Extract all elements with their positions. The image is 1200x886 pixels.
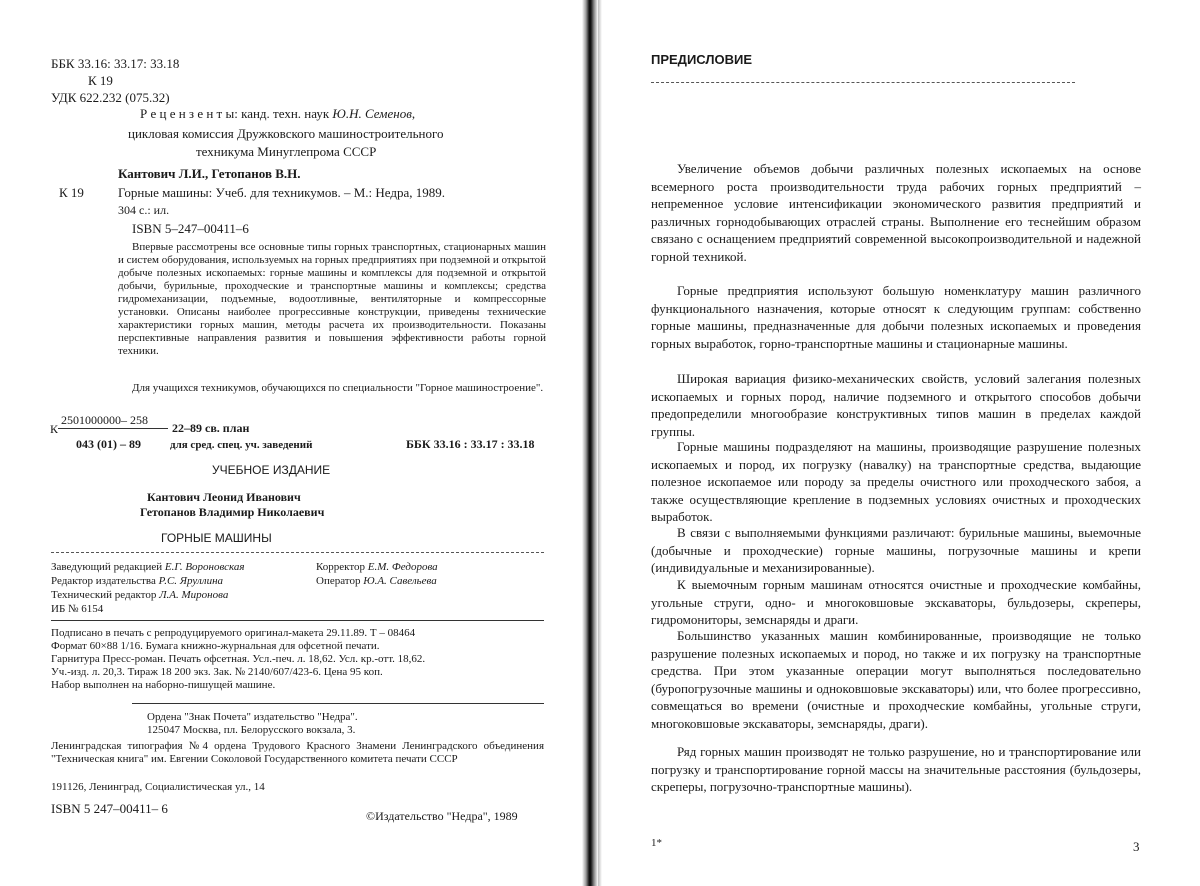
format-fraction: 1/16 [120,640,141,652]
printer-text: Ленинградская типография №4 ордена Трудового Красного Знамени Ленинградского объединения "Техническая книга" им. Евгении Соколовой Государственного комитета печати СССР [51,740,544,765]
preface-paragraph-3: Широкая вариация физико-механических свойств, условий залегания полезных ископаемых и горных пород, наличие подземного и открытого способов добычи предопределили многообразие конструктивных типов машин в пределах каждой группы. [651,371,1141,439]
k-index: К 19 [88,73,113,88]
reviewer-tail: , [411,106,416,121]
bbk-bottom: ББК 33.16 : 33.17 : 33.18 [406,437,535,451]
ib-number: ИБ № 6154 [51,603,104,615]
print-line-1: Подписано в печать с репродуцируемого оригинал-макета 29.11.89. Т – 08464 [51,627,416,639]
authors-heading: Кантович Л.И., Гетопанов В.Н. [118,166,301,181]
preface-paragraph-4: Горные машины подразделяют на машины, производящие разрушение полезных ископаемых и пород, их погрузку (навалку) на транспортные средства, выдающие полезное ископаемое или породу за пределы очистного или проходческого забоя, а также осуществляющие крепление в подземных условиях очистных и проходческих выработок. [651,439,1141,525]
print-line-3: Гарнитура Пресс-роман. Печать офсетная. Усл.-печ. л. 18,62. Усл. кр.-отт. 18,62. [51,653,426,665]
heading-underline [651,82,1075,83]
copyright: ©Издательство "Недра", 1989 [366,809,518,823]
operator-label: Оператор [316,575,361,587]
reviewer-name: Ю.Н. Семенов [332,106,412,121]
staff-operator [316,576,437,587]
k19-mark: К 19 [59,185,84,200]
staff-corrector [316,562,438,573]
audience-text: Для учащихся техникумов, обучающихся по специальности "Горное машиностроение". [132,382,544,394]
tech-editor-name: Л.А. Миронова [159,589,229,601]
isbn-bottom: ISBN 5 247–00411– 6 [51,801,168,816]
tech-editor-label: Технический редактор [51,589,157,601]
edition-type: УЧЕБНОЕ ИЗДАНИЕ [212,463,331,477]
page-number: 3 [1133,839,1140,854]
print-line-2 [51,641,380,652]
code-fraction-line [58,428,168,429]
staff-head-editor [51,562,245,573]
udk-code: УДК 622.232 (075.32) [51,90,170,105]
commission-line-2: техникума Минуглепрома СССР [196,144,377,159]
print-line-5: Набор выполнен на наборно-пишущей машине. [51,679,276,691]
publisher-line-2: 125047 Москва, пл. Белорусского вокзала, 3. [147,724,356,736]
publisher-line-1: Ордена "Знак Почета" издательство "Недра". [147,711,358,723]
imprint-page [0,0,583,886]
author-full-1: Кантович Леонид Иванович [147,490,301,504]
reviewers-degree: канд. техн. наук [241,106,330,121]
divider-publisher-top [132,703,544,704]
book-title: ГОРНЫЕ МАШИНЫ [161,531,272,545]
catalog-description: для сред. спец. уч. заведений [170,439,313,451]
annotation-text: Впервые рассмотрены все основные типы горных транспортных, стационарных машин и систем оборудования, используемых на горных предприятиях при подземной и открытой добыче полезных ископаемых: горные машины и комплексы для подземной и открытой добычи, бурильные, проходческие и транспортные машины и комплексы; средства гидромеханизации, подъемные, водоотливные, вентиляторные и компрессорные установки. Описаны наиболее прогрессивные конструкции, приведены технические характеристики горных машин, методы расчета их производительности. Показаны перспективные направления развития и повышения эффективности работы горной техники. [118,241,546,357]
head-editor-name: Е.Г. Вороновская [164,561,245,573]
corrector-name: Е.М. Федорова [367,561,438,573]
printer-address: 191126, Ленинград, Социалистическая ул., 14 [51,781,265,793]
preface-heading: ПРЕДИСЛОВИЕ [651,52,752,67]
catalog-code-top: 2501000000– 258 [61,413,148,427]
publisher-editor-name: Р.С. Яруллина [158,575,224,587]
signature-mark: 1* [651,837,662,849]
preface-paragraph-1: Увеличение объемов добычи различных полезных ископаемых на основе всемерного роста производительности труда рабочих горных предприятий – непременное условие интенсификации экономического развития предприятий и различных горнодобывающих отраслей страны. Выполнение его теснейшим образом связано с оснащением предприятий современной высокопроизводительной и надежной горной техникой. [651,161,1141,264]
operator-name: Ю.А. Савельева [363,575,437,587]
staff-publisher-editor [51,576,223,587]
bbk-code: ББК 33.16: 33.17: 33.18 [51,56,180,71]
preface-paragraph-6: К выемочным горным машинам относятся очистные и проходческие комбайны, угольные струги, одно- и многоковшовые экскаваторы, бульдозеры, скреперы, гидромониторы, земснаряды и драги. [651,577,1141,628]
catalog-code-bottom: 043 (01) – 89 [76,437,141,451]
book-spine-gutter [582,0,598,886]
paper-info: . Бумага книжно-журнальная для офсетной печати. [140,640,380,652]
divider-print-top [51,620,544,621]
catalog-code-k: К [50,422,59,436]
preface-paragraph-5: В связи с выполняемыми функциями различают: бурильные машины, выемочные (добычные и проходческие) горные машины, погрузочные машины и крепи (индивидуальные и механизированные). [651,525,1141,576]
reviewers-label: Р е ц е н з е н т ы: [140,106,238,121]
commission-line-1: цикловая комиссия Дружковского машиностроительного [128,126,444,141]
divider-staff-top [51,552,544,553]
page-count: 304 с.: ил. [118,203,170,217]
publisher-editor-label: Редактор издательства [51,575,156,587]
author-full-2: Гетопанов Владимир Николаевич [140,505,325,519]
preface-paragraph-7: Большинство указанных машин комбинированные, производящие не только разрушение полезных ископаемых и пород, но также и их погрузку на транспортные средства. При этом указанные операции могут выполняться последовательно (буропогрузочные машины и одноковшовые экскаваторы) или, что более прогрессивно, совмещаться во времени (очистные и проходческие комбайны, угольные струги, многоковшовые экскаваторы, земснаряды, драги). [651,628,1141,731]
isbn-top: ISBN 5–247–00411–6 [132,221,249,236]
head-editor-label: Заведующий редакцией [51,561,163,573]
book-description: Горные машины: Учеб. для техникумов. – М.: Недра, 1989. [118,185,446,200]
corrector-label: Корректор [316,561,366,573]
catalog-plan: 22–89 св. план [172,421,250,435]
format-value: Формат 60×88 [51,640,118,652]
reviewers-line [140,107,415,120]
preface-paragraph-2: Горные предприятия используют большую номенклатуру машин различного функционального назначения, которые относят к следующим группам: собственно горные машины, предназначенные для добычи полезных ископаемых и проведения горных выработок, горно-транспортные машины и стационарные машины. [651,283,1141,351]
staff-tech-editor [51,590,228,601]
preface-paragraph-8: Ряд горных машин производят не только разрушение, но и транспортирование или погрузку и транспортирование горной массы на значительные расстояния (бульдозеры, скреперы, погрузочно-транспортные машины). [651,744,1141,795]
print-line-4: Уч.-изд. л. 20,3. Тираж 18 200 экз. Зак. № 2140/607/423-6. Цена 95 коп. [51,666,383,678]
